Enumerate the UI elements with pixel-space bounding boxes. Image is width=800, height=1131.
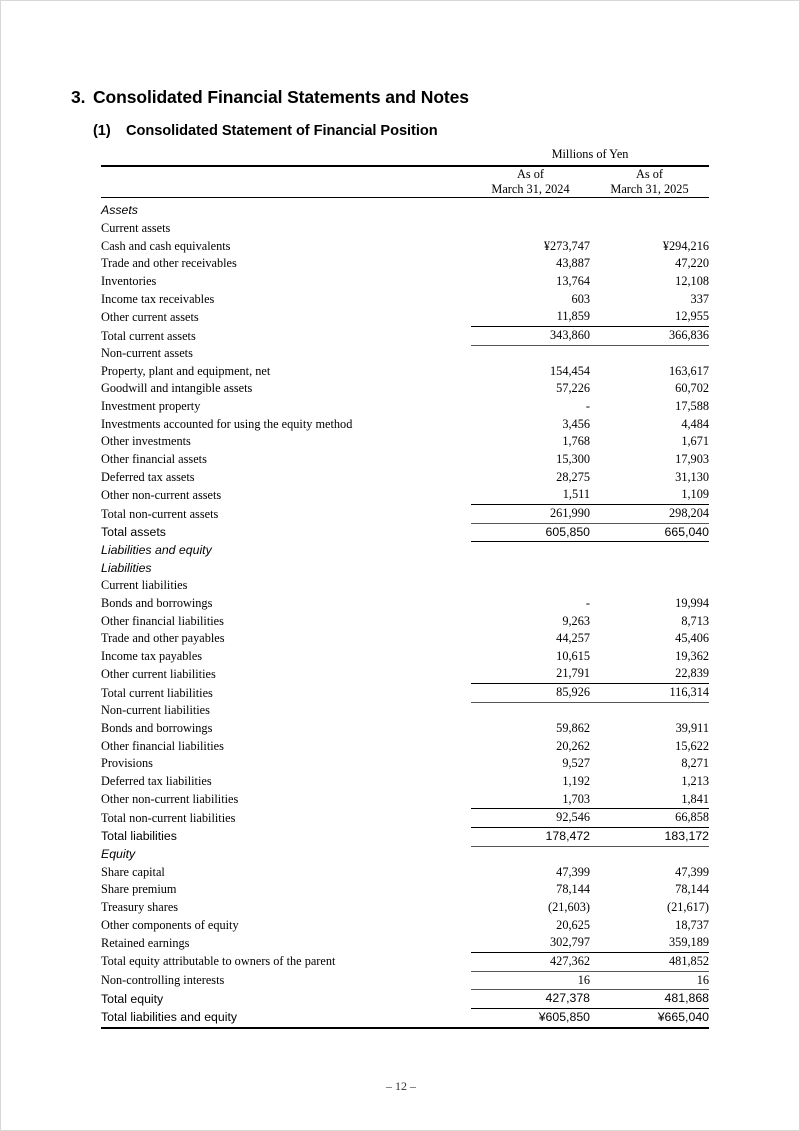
table-row bbox=[101, 542, 709, 560]
row-value-col2: 47,220 bbox=[675, 256, 709, 271]
row-value-col1: 427,362 bbox=[471, 952, 590, 971]
row-value-col1 bbox=[471, 702, 590, 720]
row-value-col1: 302,797 bbox=[550, 935, 590, 950]
row-label: Cash and cash equivalents bbox=[101, 238, 231, 253]
subsection-title bbox=[93, 123, 438, 139]
row-value-col2: 16 bbox=[590, 971, 709, 990]
table-row bbox=[101, 595, 709, 613]
row-value-col2: 163,617 bbox=[669, 363, 709, 378]
row-value-col2: 12,108 bbox=[675, 274, 709, 289]
row-label: Other financial liabilities bbox=[101, 738, 224, 753]
table-row bbox=[101, 363, 709, 381]
row-value-col1 bbox=[471, 577, 590, 595]
row-value-col1: 178,472 bbox=[471, 827, 590, 846]
section-title: Consolidated Financial Statements and Notes bbox=[93, 87, 469, 107]
table-row bbox=[101, 702, 709, 720]
row-value-col1: 1,768 bbox=[562, 434, 590, 449]
row-value-col2 bbox=[590, 202, 709, 220]
row-value-col2: 337 bbox=[690, 291, 709, 306]
bottom-rule-col1-cell bbox=[471, 1027, 590, 1028]
row-value-col1 bbox=[471, 220, 590, 238]
row-label: Bonds and borrowings bbox=[101, 595, 213, 610]
row-label: Other current liabilities bbox=[101, 666, 216, 681]
row-label: Inventories bbox=[101, 274, 157, 289]
row-value-col1: (21,603) bbox=[547, 900, 590, 914]
row-value-col1: 3,456 bbox=[562, 416, 590, 431]
row-value-col2: 19,994 bbox=[675, 595, 709, 610]
row-value-col1: 13,764 bbox=[556, 274, 590, 289]
row-value-col2: 22,839 bbox=[675, 666, 709, 681]
table-row bbox=[101, 380, 709, 398]
table-bottom-rule-row bbox=[101, 1027, 709, 1028]
row-label: Non-current assets bbox=[101, 346, 193, 361]
row-value-col2: 183,172 bbox=[590, 827, 709, 846]
financial-position-table bbox=[101, 165, 709, 1029]
row-value-col1: 603 bbox=[571, 291, 590, 306]
table-row bbox=[101, 791, 709, 809]
row-label: Deferred tax liabilities bbox=[101, 773, 212, 788]
row-label: Provisions bbox=[101, 756, 153, 771]
row-label: Investments accounted for using the equity method bbox=[101, 416, 353, 431]
table-row bbox=[101, 827, 709, 846]
row-value-col1: 11,859 bbox=[556, 309, 590, 324]
column-header-2024-line2: March 31, 2024 bbox=[491, 182, 570, 197]
row-label: Other current assets bbox=[101, 309, 199, 324]
row-value-col1: 10,615 bbox=[556, 648, 590, 663]
row-value-col1 bbox=[471, 560, 590, 578]
row-value-col1: 20,262 bbox=[556, 738, 590, 753]
table-row bbox=[101, 990, 709, 1009]
row-label: Retained earnings bbox=[101, 935, 190, 950]
table-row bbox=[101, 630, 709, 648]
table-row bbox=[101, 398, 709, 416]
row-value-col2 bbox=[590, 702, 709, 720]
table-row bbox=[101, 846, 709, 864]
column-header-2024 bbox=[471, 167, 590, 198]
row-label: Total assets bbox=[101, 525, 166, 540]
bottom-rule-col2-cell bbox=[590, 1027, 709, 1028]
table-row bbox=[101, 469, 709, 487]
row-value-col2: 1,671 bbox=[681, 434, 709, 449]
row-value-col2: 8,271 bbox=[681, 756, 709, 771]
row-label: Trade and other receivables bbox=[101, 256, 237, 271]
row-value-col1: 261,990 bbox=[471, 505, 590, 524]
row-value-col1 bbox=[471, 202, 590, 220]
table-row bbox=[101, 416, 709, 434]
row-value-col2: 8,713 bbox=[681, 613, 709, 628]
table-row bbox=[101, 255, 709, 273]
row-label: Total equity bbox=[101, 991, 164, 1006]
row-label: Treasury shares bbox=[101, 900, 179, 914]
row-value-col2: 31,130 bbox=[675, 469, 709, 484]
table-row bbox=[101, 220, 709, 238]
column-header-2024-line1: As of bbox=[517, 167, 544, 181]
row-value-col1: 605,850 bbox=[471, 523, 590, 542]
table-row bbox=[101, 577, 709, 595]
row-label: Current liabilities bbox=[101, 578, 188, 593]
table-row bbox=[101, 665, 709, 683]
column-header-2025-line1: As of bbox=[636, 167, 663, 181]
table-header-row bbox=[101, 167, 709, 198]
row-value-col1: 1,511 bbox=[562, 487, 590, 502]
row-value-col1: ¥273,747 bbox=[543, 238, 590, 253]
table-footer bbox=[101, 1027, 709, 1028]
row-value-col1: 57,226 bbox=[556, 381, 590, 396]
row-label: Goodwill and intangible assets bbox=[101, 381, 253, 396]
row-value-col1: 20,625 bbox=[556, 917, 590, 932]
row-label: Total non-current assets bbox=[101, 506, 219, 521]
table-row bbox=[101, 327, 709, 346]
row-value-col2 bbox=[590, 220, 709, 238]
row-value-col1: ¥605,850 bbox=[538, 1009, 590, 1024]
row-value-col1 bbox=[471, 846, 590, 864]
table-row bbox=[101, 809, 709, 828]
row-value-col2 bbox=[590, 542, 709, 560]
table-row bbox=[101, 345, 709, 363]
table-row bbox=[101, 523, 709, 542]
row-value-col1: 21,791 bbox=[556, 666, 590, 681]
row-value-col2: 66,858 bbox=[590, 809, 709, 828]
row-label: Liabilities bbox=[101, 560, 152, 575]
row-label: Total current assets bbox=[101, 328, 196, 343]
row-value-col2: 15,622 bbox=[675, 738, 709, 753]
row-value-col2 bbox=[590, 560, 709, 578]
row-label: Non-current liabilities bbox=[101, 703, 210, 718]
table-row bbox=[101, 308, 709, 326]
row-label: Income tax payables bbox=[101, 648, 203, 663]
table-row bbox=[101, 505, 709, 524]
row-value-col1: 9,527 bbox=[562, 756, 590, 771]
row-value-col2: 18,737 bbox=[675, 917, 709, 932]
table-row bbox=[101, 952, 709, 971]
row-value-col1: - bbox=[585, 595, 590, 610]
row-value-col1: 9,263 bbox=[562, 613, 590, 628]
table-row bbox=[101, 433, 709, 451]
row-value-col2: 12,955 bbox=[675, 309, 709, 324]
table-row bbox=[101, 613, 709, 631]
row-label: Income tax receivables bbox=[101, 291, 215, 306]
table-row bbox=[101, 451, 709, 469]
column-header-blank bbox=[101, 167, 471, 198]
table-row bbox=[101, 971, 709, 990]
row-label: Total non-current liabilities bbox=[101, 810, 236, 825]
table-header bbox=[101, 166, 709, 202]
table-row bbox=[101, 864, 709, 882]
row-label: Total equity attributable to owners of the parent bbox=[101, 954, 336, 969]
row-value-col1: 427,378 bbox=[471, 990, 590, 1009]
bottom-rule-label-cell bbox=[101, 1027, 471, 1028]
table-row bbox=[101, 560, 709, 578]
row-label: Liabilities and equity bbox=[101, 542, 212, 557]
section-number: 3. bbox=[71, 87, 86, 107]
table-row bbox=[101, 881, 709, 899]
table-row bbox=[101, 917, 709, 935]
table-row bbox=[101, 720, 709, 738]
row-value-col1: 1,703 bbox=[562, 791, 590, 806]
row-value-col1: 78,144 bbox=[556, 882, 590, 897]
row-value-col1: 1,192 bbox=[562, 773, 590, 788]
row-value-col2: 1,109 bbox=[681, 487, 709, 502]
row-value-col2: 481,852 bbox=[590, 952, 709, 971]
row-value-col2: 116,314 bbox=[590, 684, 709, 703]
table-row bbox=[101, 202, 709, 220]
subsection-title-text: Consolidated Statement of Financial Position bbox=[126, 123, 438, 139]
row-label: Other financial liabilities bbox=[101, 613, 224, 628]
row-label: Share premium bbox=[101, 882, 177, 897]
row-value-col1: 44,257 bbox=[556, 631, 590, 646]
table-row bbox=[101, 291, 709, 309]
page-number: – 12 – bbox=[386, 1079, 416, 1093]
table-row bbox=[101, 899, 709, 917]
table-row bbox=[101, 486, 709, 504]
table-row bbox=[101, 648, 709, 666]
row-value-col2: 4,484 bbox=[681, 416, 709, 431]
table-body bbox=[101, 202, 709, 1026]
row-label: Other non-current liabilities bbox=[101, 792, 239, 807]
page-title bbox=[71, 87, 469, 108]
table-row bbox=[101, 273, 709, 291]
row-value-col2: 17,588 bbox=[675, 399, 709, 414]
row-label: Other non-current assets bbox=[101, 487, 222, 502]
row-value-col1: 85,926 bbox=[471, 684, 590, 703]
row-value-col1: 16 bbox=[471, 971, 590, 990]
row-value-col2: 1,841 bbox=[681, 791, 709, 806]
row-label: Share capital bbox=[101, 864, 165, 879]
row-value-col2: 298,204 bbox=[590, 505, 709, 524]
row-value-col1: 92,546 bbox=[471, 809, 590, 828]
row-label: Deferred tax assets bbox=[101, 469, 195, 484]
row-value-col2: 19,362 bbox=[675, 648, 709, 663]
row-label: Other components of equity bbox=[101, 917, 239, 932]
table-row bbox=[101, 773, 709, 791]
row-value-col2: 359,189 bbox=[669, 935, 709, 950]
row-value-col1: 59,862 bbox=[556, 720, 590, 735]
row-value-col2: 60,702 bbox=[675, 381, 709, 396]
row-value-col2: 47,399 bbox=[675, 864, 709, 879]
row-label: Other investments bbox=[101, 434, 191, 449]
row-label: Property, plant and equipment, net bbox=[101, 363, 271, 378]
row-value-col2: 17,903 bbox=[675, 452, 709, 467]
row-value-col2: 481,868 bbox=[590, 990, 709, 1009]
table-row bbox=[101, 934, 709, 952]
row-label: Trade and other payables bbox=[101, 631, 225, 646]
row-label: Total liabilities and equity bbox=[101, 1009, 238, 1024]
row-label: Bonds and borrowings bbox=[101, 720, 213, 735]
row-value-col2: 39,911 bbox=[675, 720, 709, 735]
table-row bbox=[101, 755, 709, 773]
table-row bbox=[101, 1008, 709, 1026]
row-label: Current assets bbox=[101, 221, 171, 236]
row-value-col1: 28,275 bbox=[556, 469, 590, 484]
row-value-col1 bbox=[471, 345, 590, 363]
row-value-col2: 665,040 bbox=[590, 523, 709, 542]
column-header-2025-line2: March 31, 2025 bbox=[610, 182, 689, 197]
table-row bbox=[101, 684, 709, 703]
row-label: Assets bbox=[101, 203, 138, 218]
row-value-col2 bbox=[590, 345, 709, 363]
row-value-col2 bbox=[590, 577, 709, 595]
table-row bbox=[101, 738, 709, 756]
row-value-col2: (21,617) bbox=[666, 900, 709, 914]
units-caption: Millions of Yen bbox=[551, 147, 629, 161]
row-label: Total liabilities bbox=[101, 829, 177, 844]
row-value-col2: 366,836 bbox=[590, 327, 709, 346]
row-value-col1: 47,399 bbox=[556, 864, 590, 879]
row-label: Investment property bbox=[101, 399, 201, 414]
row-label: Equity bbox=[101, 847, 136, 862]
row-label: Non-controlling interests bbox=[101, 973, 225, 988]
table-row bbox=[101, 238, 709, 256]
row-value-col2: ¥294,216 bbox=[662, 238, 709, 253]
row-value-col1: 154,454 bbox=[550, 363, 590, 378]
row-value-col1: 15,300 bbox=[556, 452, 590, 467]
row-value-col2: 78,144 bbox=[675, 882, 709, 897]
row-value-col2: ¥665,040 bbox=[657, 1009, 709, 1024]
column-header-2025 bbox=[590, 167, 709, 198]
subsection-number: (1) bbox=[93, 123, 111, 139]
row-value-col2 bbox=[590, 846, 709, 864]
row-value-col1 bbox=[471, 542, 590, 560]
row-value-col1: 43,887 bbox=[556, 256, 590, 271]
row-value-col2: 1,213 bbox=[681, 773, 709, 788]
row-label: Other financial assets bbox=[101, 452, 207, 467]
row-label: Total current liabilities bbox=[101, 685, 213, 700]
row-value-col2: 45,406 bbox=[675, 631, 709, 646]
row-value-col1: - bbox=[585, 399, 590, 414]
row-value-col1: 343,860 bbox=[471, 327, 590, 346]
